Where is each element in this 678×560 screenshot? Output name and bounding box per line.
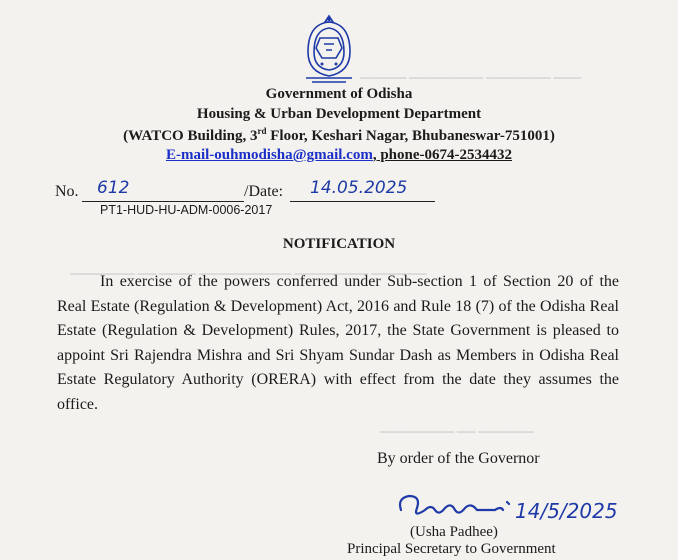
government-name: Government of Odisha: [265, 86, 413, 102]
body-paragraph: In exercise of the powers conferred under Sub-section 1 of Section 20 of the Real Estate (Regulation & Development) Act, 2016 and Rule 18 (7) of the Odisha Real Estate (Regulation & Development) Rules, 2017, the State Government is pleased to appoint Sri Rajendra Mishra and Sri Shyam Sundar Dash as Members in Odisha Real Estate Regulatory Authority (ORERA) with effect from the date they assumes the office.: [57, 273, 619, 413]
signer-designation: Principal Secretary to Government: [347, 541, 556, 557]
notification-body: [57, 270, 619, 418]
contact-line: [0, 147, 678, 164]
address-part: (WATCO Building, 3: [123, 128, 258, 144]
department-name: Housing & Urban Development Department: [196, 106, 482, 122]
order-line: By order of the Governor: [377, 450, 540, 467]
department-address: [0, 126, 678, 145]
handwritten-date: 14.05.2025: [310, 178, 408, 198]
signature-date: 14/5/2025: [515, 499, 618, 523]
signature-icon: [395, 488, 635, 528]
bleed-through-decoration: ▁▁▁▁▁▁▁▁ ▁▁ ▁▁▁▁▁▁: [380, 419, 534, 433]
phone-number: , phone-0674-2534432: [372, 147, 513, 163]
email-link[interactable]: E-mail-ouhmodisha@gmail.com: [165, 147, 373, 163]
bleed-through-decoration: ▁▁▁▁▁▁▁ ▁▁ ▁▁▁▁ ▁▁▁▁▁▁▁▁▁▁ ▁▁▁▁▁▁▁▁ ▁▁▁▁▁▁: [70, 261, 427, 275]
address-superscript: rd: [257, 126, 267, 136]
file-number: PT1-HUD-HU-ADM-0006-2017: [100, 203, 273, 217]
date-label: /Date:: [244, 183, 284, 200]
bleed-through-decoration: ▁▁▁▁▁ ▁▁▁▁▁▁▁▁ ▁▁▁▁▁▁▁ ▁▁▁: [360, 65, 582, 79]
odisha-emblem-icon: [298, 14, 360, 84]
address-part: Floor, Keshari Nagar, Bhubaneswar-751001): [266, 128, 555, 144]
handwritten-number: 612: [97, 178, 130, 198]
signer-name: (Usha Padhee): [410, 524, 498, 540]
notification-title: NOTIFICATION: [282, 236, 396, 252]
number-label: No.: [55, 183, 79, 200]
